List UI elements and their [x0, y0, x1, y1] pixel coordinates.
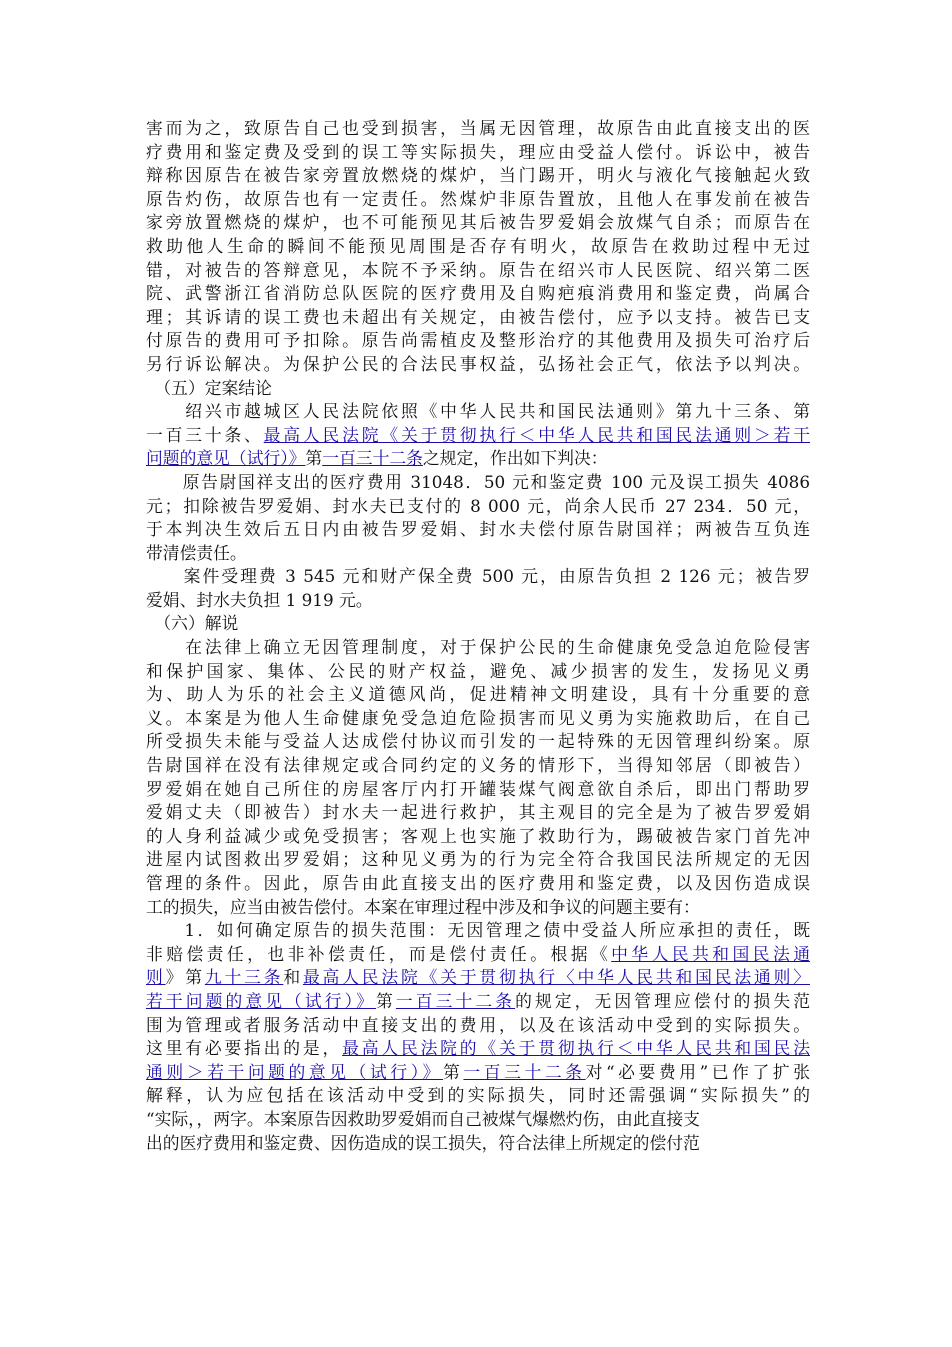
text-segment: 另行诉讼解决。为保护公民的合法民事权益，弘扬社会正气，依法予以判决。 [146, 353, 810, 374]
text-segment: 对“必要费用”已作了扩张 [585, 1061, 810, 1082]
text-segment: 带清偿责任。 [146, 542, 247, 563]
text-line [146, 1037, 810, 1061]
text-line [146, 377, 810, 401]
text-segment: 这里有必要指出的是， [146, 1038, 343, 1059]
text-segment: （五）定案结论 [146, 377, 272, 398]
text-segment: 工的损失，应当由被告偿付。本案在审理过程中涉及和争议的问题主要有： [146, 896, 700, 917]
text-line [146, 1132, 810, 1156]
text-line [146, 778, 810, 802]
text-line [146, 495, 810, 519]
text-line [146, 282, 810, 306]
text-line [146, 943, 810, 967]
text-line [146, 117, 810, 141]
text-line [146, 1061, 810, 1085]
text-segment: 元；扣除被告罗爱娟、封水夫已支付的 8 000 元，尚余人民币 27 234．50 元， [146, 495, 810, 516]
text-line [146, 259, 810, 283]
text-line [146, 660, 810, 684]
text-segment: 原告灼伤，故原告也有一定责任。然煤炉非原告置放，且他人在事发前在被告 [146, 188, 810, 209]
text-segment: 第 [443, 1061, 464, 1082]
text-line [146, 612, 810, 636]
text-segment: 围为管理或者服务活动中直接支出的费用，以及在该活动中受到的实际损失。 [146, 1014, 810, 1035]
text-line [146, 683, 810, 707]
text-segment: 爱娟、封水夫负担 1 919 元。 [146, 589, 373, 610]
text-segment: 院、武警浙江省消防总队医院的医疗费用及自购疤痕消费用和鉴定费，尚属合 [146, 283, 810, 304]
text-line [146, 353, 810, 377]
text-segment: 1．如何确定原告的损失范围：无因管理之债中受益人所应承担的责任，既 [146, 920, 810, 941]
text-segment: 付原告的费用可予扣除。原告尚需植皮及整形治疗的其他费用及损失可治疗后 [146, 330, 810, 351]
text-line [146, 589, 810, 613]
text-segment: 错，对被告的答辩意见，本院不予采纳。原告在绍兴市人民医院、绍兴第二医 [146, 259, 810, 280]
legal-reference-link[interactable]: 最高人民法院《关于贯彻执行〈中华人民共和国民法通则〉 [302, 967, 810, 988]
text-segment: 理；其诉请的误工费也未超出有关规定，由被告偿付，应予以支持。被告已支 [146, 306, 810, 327]
text-segment: 绍兴市越城区人民法院依照《中华人民共和国民法通则》第九十三条、第 [146, 401, 810, 422]
text-line [146, 825, 810, 849]
text-segment: 救助他人生命的瞬间不能预见周围是否存有明火，故原告在救助过程中无过 [146, 235, 810, 256]
text-segment: 案件受理费 3 545 元和财产保全费 500 元，由原告负担 2 126 元；被告罗 [146, 566, 810, 587]
text-line [146, 329, 810, 353]
text-segment: 为、助人为乐的社会主义道德风尚，促进精神文明建设，具有十分重要的意 [146, 684, 810, 705]
legal-reference-link[interactable]: 最高人民法院《关于贯彻执行＜中华人民共和国民法通则＞若干 [263, 424, 810, 445]
text-line [146, 306, 810, 330]
text-line [146, 235, 810, 259]
text-segment: 第 [305, 448, 323, 469]
text-segment: 原告尉国祥支出的医疗费用 31048．50 元和鉴定费 100 元及误工损失 4086 [146, 471, 810, 492]
text-segment: 的人身利益减少或免受损害；客观上也实施了救助行为，踢破被告家门首先冲 [146, 825, 810, 846]
text-line [146, 1108, 810, 1132]
text-segment: 爱娟丈夫（即被告）封水夫一起进行救护，其主观目的完全是为了被告罗爱娟 [146, 802, 810, 823]
text-segment: 辩称因原告在被告家旁置放燃烧的煤炉，当门踢开，明火与液化气接触起火致 [146, 165, 810, 186]
text-line [146, 919, 810, 943]
text-segment: 罗爱娟在她自己所住的房屋客厅内打开罐装煤气阀意欲自杀后，即出门帮助罗 [146, 778, 810, 799]
legal-reference-link[interactable]: 九十三条 [204, 967, 284, 988]
text-line [146, 966, 810, 990]
text-line [146, 565, 810, 589]
text-segment: 所受损失未能与受益人达成偿付协议而引发的一起特殊的无因管理纠纷案。原 [146, 731, 810, 752]
text-segment: 出的医疗费用和鉴定费、因伤造成的误工损失，符合法律上所规定的偿付范 [146, 1132, 700, 1153]
text-segment: 和 [283, 967, 303, 988]
text-segment: 第 [376, 990, 396, 1011]
text-line [146, 447, 810, 471]
text-line [146, 400, 810, 424]
legal-reference-link[interactable]: 一百三十二条 [322, 448, 423, 469]
text-line [146, 141, 810, 165]
legal-reference-link[interactable]: 一百三十二条 [395, 990, 516, 1011]
text-segment: （六）解说 [146, 613, 239, 634]
legal-reference-link[interactable]: 中华人民共和国民法通 [611, 943, 810, 964]
document-body [146, 117, 810, 1155]
text-segment: 义。本案是为他人生命健康免受急迫危险损害而见义勇为实施救助后，在自己 [146, 707, 810, 728]
text-line [146, 636, 810, 660]
legal-reference-link[interactable]: 通则＞若干问题的意见（试行）》 [146, 1061, 444, 1082]
text-line [146, 707, 810, 731]
text-segment: 害而为之，致原告自己也受到损害，当属无因管理，故原告由此直接支出的医 [146, 118, 810, 138]
text-line [146, 801, 810, 825]
legal-reference-link[interactable]: 则 [146, 967, 166, 988]
text-line [146, 896, 810, 920]
text-segment: 进屋内试图救出罗爱娟；这种见义勇为的行为完全符合我国民法所规定的无因 [146, 849, 810, 870]
text-segment: 家旁放置燃烧的煤炉，也不可能预见其后被告罗爱娟会放煤气自杀；而原告在 [146, 212, 810, 233]
text-segment: 在法律上确立无因管理制度，对于保护公民的生命健康免受急迫危险侵害 [146, 637, 810, 658]
text-segment: 的规定，无因管理应偿付的损失范 [515, 990, 810, 1011]
text-segment: 非赔偿责任，也非补偿责任，而是偿付责任。根据《 [146, 943, 612, 964]
text-line [146, 518, 810, 542]
text-segment: 之规定，作出如下判决： [422, 448, 608, 469]
text-line [146, 471, 810, 495]
text-segment: 管理的条件。因此，原告由此直接支出的医疗费用和鉴定费，以及因伤造成误 [146, 873, 810, 893]
text-line [146, 211, 810, 235]
text-segment: “实际，，两字。本案原告因救助罗爱娟而自己被煤气爆燃灼伤，由此直接支 [146, 1108, 700, 1129]
text-line [146, 1084, 810, 1108]
text-line [146, 754, 810, 778]
text-segment: 疗费用和鉴定费及受到的误工等实际损失，理应由受益人偿付。诉讼中，被告 [146, 141, 810, 162]
text-line [146, 990, 810, 1014]
text-segment: 告尉国祥在没有法律规定或合同约定的义务的情形下，当得知邻居（即被告） [146, 755, 810, 776]
text-segment: 》第 [165, 967, 205, 988]
text-line [146, 164, 810, 188]
legal-reference-link[interactable]: 最高人民法院的《关于贯彻执行＜中华人民共和国民法 [342, 1038, 810, 1059]
text-line [146, 730, 810, 754]
text-line [146, 872, 810, 896]
text-line [146, 542, 810, 566]
text-line [146, 848, 810, 872]
text-line [146, 188, 810, 212]
text-segment: 于本判决生效后五日内由被告罗爱娟、封水夫偿付原告尉国祥；两被告互负连 [146, 519, 810, 540]
legal-reference-link[interactable]: 一百三十二条 [463, 1061, 586, 1082]
text-segment: 一百三十条、 [146, 424, 264, 445]
legal-reference-link[interactable]: 若干问题的意见（试行）》 [146, 990, 376, 1011]
legal-reference-link[interactable]: 问题的意见（试行）》 [146, 448, 306, 469]
text-line [146, 424, 810, 448]
text-segment: 解释，认为应包括在该活动中受到的实际损失，同时还需强调“实际损失”的 [146, 1085, 810, 1106]
text-line [146, 1014, 810, 1038]
text-segment: 和保护国家、集体、公民的财产权益，避免、减少损害的发生，发扬见义勇 [146, 660, 810, 681]
